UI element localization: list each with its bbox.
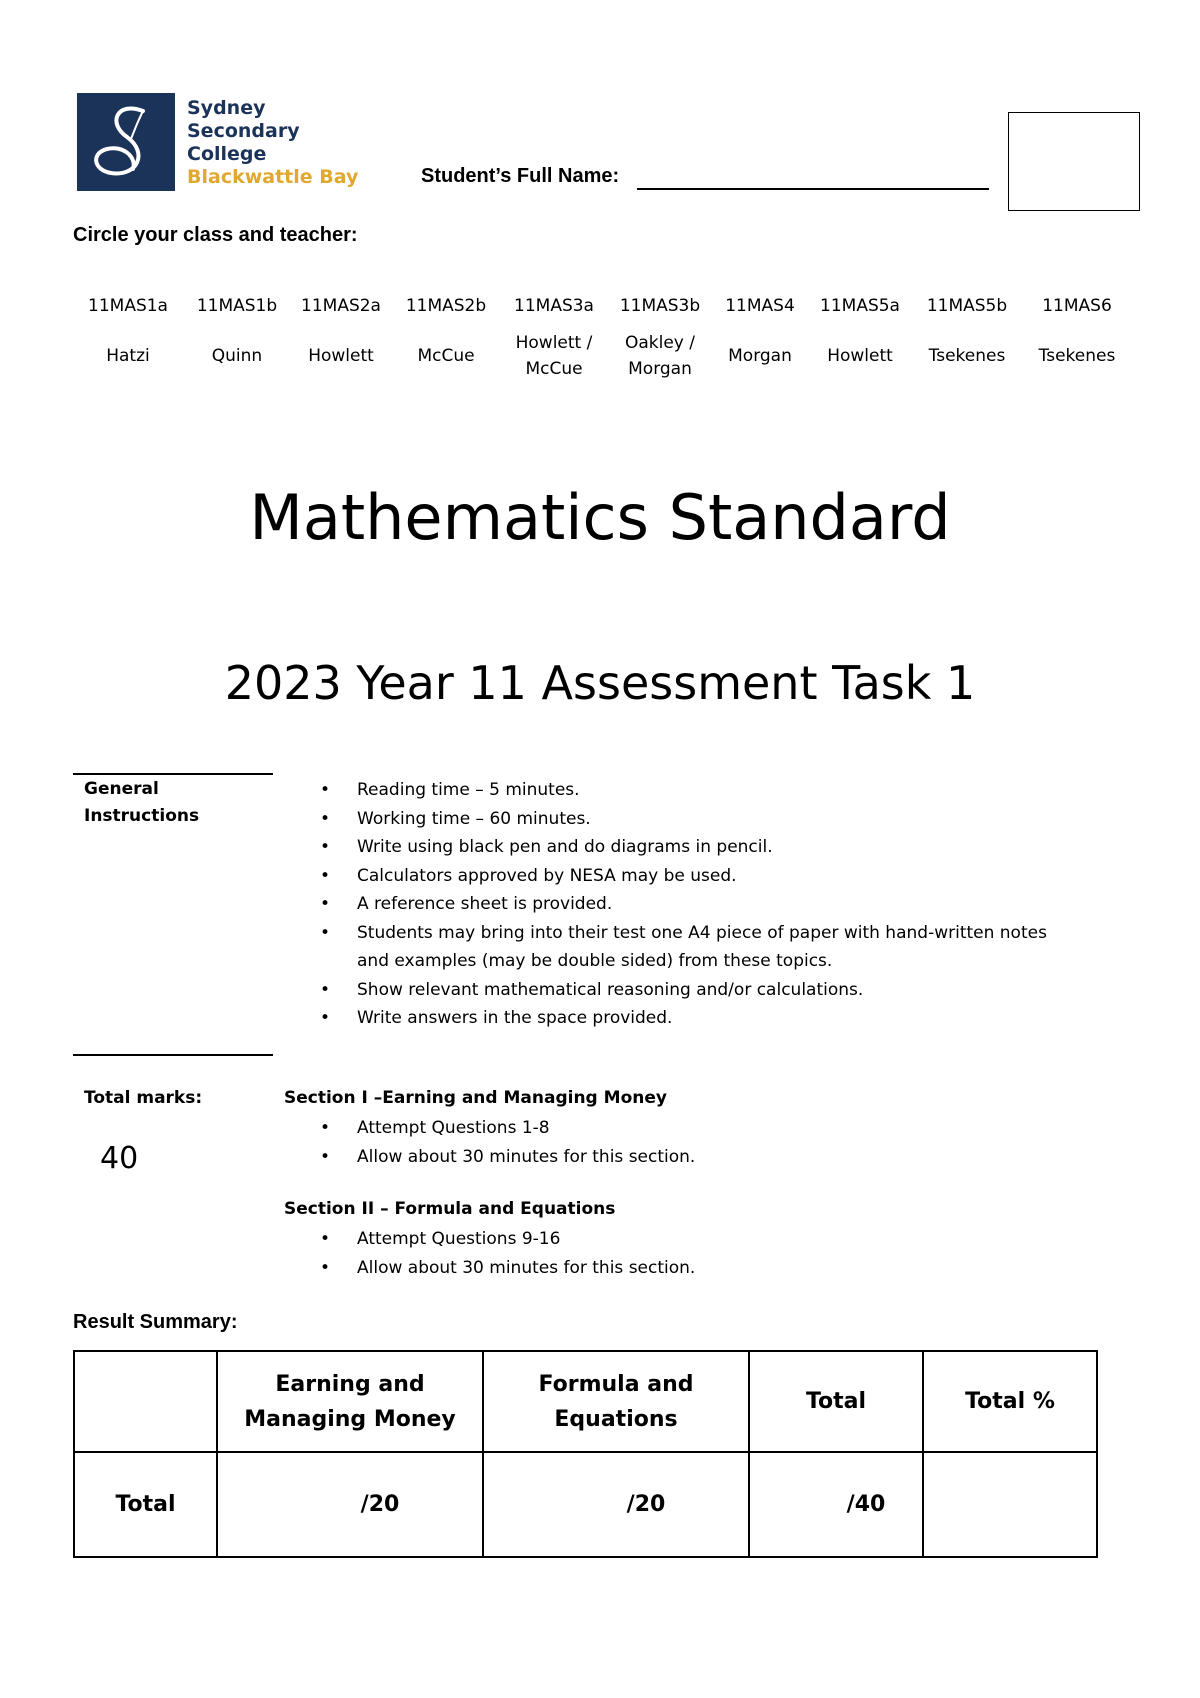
list-item: • Write using black pen and do diagrams in pencil. [357, 833, 1097, 862]
class-code[interactable]: 11MAS2a [301, 296, 381, 316]
table-cell[interactable] [923, 1452, 1097, 1557]
document-title: Mathematics Standard [249, 481, 951, 554]
section-1-list [357, 1114, 1057, 1171]
table-header-cell: Total % [923, 1351, 1097, 1452]
table-cell[interactable]: /20 [217, 1452, 483, 1557]
section-2-title: Section II – Formula and Equations [284, 1199, 616, 1219]
table-cell[interactable]: /20 [483, 1452, 749, 1557]
total-marks-value: 40 [100, 1141, 139, 1176]
table-row [74, 1452, 1097, 1557]
class-teacher[interactable]: Hatzi [106, 346, 150, 366]
list-item: • Reading time – 5 minutes. [357, 776, 1097, 805]
class-teacher[interactable]: Morgan [728, 346, 792, 366]
list-item: • Students may bring into their test one A4 piece of paper with hand-written notes and examples (may be double sided) from these topics. [357, 919, 1057, 976]
list-item: • Calculators approved by NESA may be used. [357, 862, 1097, 891]
list-item: • Attempt Questions 1-8 [357, 1114, 1057, 1143]
section-2-list [357, 1225, 1057, 1282]
class-teacher[interactable]: Tsekenes [928, 346, 1006, 366]
list-item: • Attempt Questions 9-16 [357, 1225, 1057, 1254]
result-summary-table [73, 1350, 1098, 1558]
marks-box [1008, 112, 1140, 211]
list-item: • Working time – 60 minutes. [357, 805, 1097, 834]
class-code[interactable]: 11MAS1b [196, 296, 278, 316]
class-code[interactable]: 11MAS2b [405, 296, 487, 316]
class-code[interactable]: 11MAS5a [820, 296, 900, 316]
class-teacher[interactable]: Tsekenes [1038, 346, 1116, 366]
result-summary-label: Result Summary: [73, 1311, 238, 1333]
school-logo [77, 93, 175, 191]
table-header-row [74, 1351, 1097, 1452]
table-header-cell: Formula and Equations [483, 1351, 749, 1452]
table-cell: Total [74, 1452, 217, 1557]
class-code[interactable]: 11MAS5b [926, 296, 1008, 316]
section-1-title: Section I –Earning and Managing Money [284, 1088, 667, 1108]
class-teacher[interactable]: Howlett [827, 346, 893, 366]
class-code[interactable]: 11MAS1a [88, 296, 168, 316]
class-teacher[interactable]: Oakley / Morgan [624, 333, 696, 379]
general-instructions-list [357, 776, 1097, 1033]
class-teacher[interactable]: Howlett / McCue [515, 333, 593, 379]
class-teacher[interactable]: Howlett [308, 346, 374, 366]
divider [73, 1054, 273, 1056]
list-item: • A reference sheet is provided. [357, 890, 1097, 919]
total-marks-label: Total marks: [84, 1088, 203, 1108]
general-instructions-label: General Instructions [84, 779, 200, 826]
class-code[interactable]: 11MAS3a [514, 296, 594, 316]
student-name-field[interactable] [637, 188, 989, 190]
class-teacher[interactable]: McCue [417, 346, 475, 366]
school-logo-text: Sydney Secondary College Blackwattle Bay [187, 97, 359, 188]
class-teacher-prompt: Circle your class and teacher: [73, 224, 358, 246]
list-item: • Allow about 30 minutes for this section. [357, 1143, 1057, 1172]
class-code[interactable]: 11MAS4 [725, 296, 795, 316]
table-cell[interactable]: /40 [749, 1452, 923, 1557]
table-header-cell [74, 1351, 217, 1452]
table-header-cell: Total [749, 1351, 923, 1452]
student-name-label: Student’s Full Name: [421, 165, 620, 187]
list-item: • Allow about 30 minutes for this section. [357, 1254, 1057, 1283]
divider [73, 773, 273, 775]
document-subtitle: 2023 Year 11 Assessment Task 1 [224, 656, 976, 710]
class-teacher[interactable]: Quinn [211, 346, 263, 366]
list-item: • Show relevant mathematical reasoning and/or calculations. [357, 976, 1097, 1005]
table-header-cell: Earning and Managing Money [217, 1351, 483, 1452]
list-item: • Write answers in the space provided. [357, 1004, 1097, 1033]
school-logo-emblem [77, 93, 175, 191]
class-code[interactable]: 11MAS3b [619, 296, 701, 316]
class-code[interactable]: 11MAS6 [1042, 296, 1112, 316]
